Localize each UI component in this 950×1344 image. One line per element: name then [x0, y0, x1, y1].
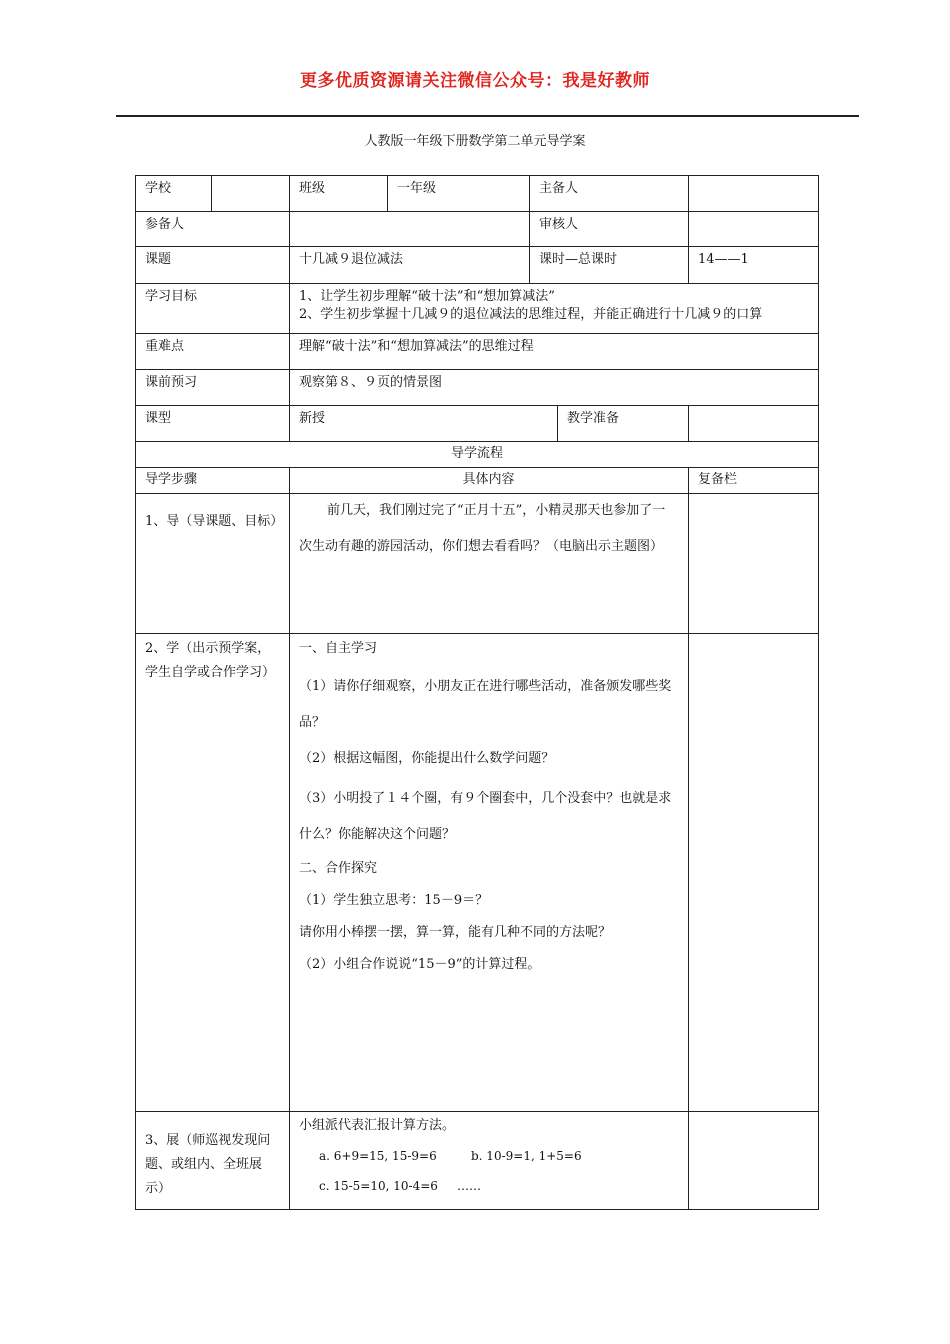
school-label: 学校 [145, 181, 172, 196]
column-header-notes: 复备栏 [698, 472, 738, 487]
report-intro: 小组派代表汇报计算方法。 [299, 1118, 456, 1133]
step-2-content [289, 633, 688, 1111]
task-2: （2）小组合作说说“15－9”的计算过程。 [299, 957, 541, 972]
lead-teacher-label: 主备人 [539, 181, 579, 196]
teaching-prep-label: 教学准备 [567, 411, 620, 426]
question-1: （1）请你仔细观察，小朋友正在进行哪些活动，准备颁发哪些奖品？ [299, 679, 672, 730]
step-1-paragraph: 前几天，我们刚过完了“正月十五”，小精灵那天也参加了一次生动有趣的游园活动，你们想去看看吗？（电脑出示主题图） [299, 503, 666, 554]
teaching-prep-value[interactable] [688, 405, 818, 441]
header-rule [116, 115, 859, 117]
co-preparer-label: 参备人 [145, 217, 185, 232]
preview-label: 课前预习 [145, 375, 198, 390]
step-2-label: 2、学（出示预学案，学生自学或合作学习） [145, 641, 276, 680]
step-3-notes[interactable] [688, 1111, 818, 1209]
lesson-type-value[interactable]: 新授 [299, 411, 326, 426]
period-value[interactable]: 14——1 [698, 252, 749, 267]
task-1-instruction: 请你用小棒摆一摆，算一算，能有几种不同的方法呢？ [299, 925, 612, 940]
period-label: 课时—总课时 [539, 252, 618, 267]
flow-title: 导学流程 [450, 446, 503, 461]
column-header-content: 具体内容 [462, 472, 515, 487]
question-3: （3）小明投了１４个圈，有９个圈套中，几个没套中？也就是求什么？你能解决这个问题？ [299, 791, 672, 842]
lead-teacher-value[interactable] [688, 175, 818, 211]
class-value[interactable]: 一年级 [397, 181, 437, 196]
step-1-notes[interactable] [688, 493, 818, 633]
class-label: 班级 [299, 181, 326, 196]
document-title: 人教版一年级下册数学第二单元导学案 [364, 134, 586, 149]
preview-value: 观察第８、９页的情景图 [299, 375, 443, 390]
step-1-label: 1、导（导课题、目标） [145, 514, 284, 529]
goal-1: 1、让学生初步理解“破十法”和“想加算减法” [299, 289, 555, 304]
self-study-heading: 一、自主学习 [299, 641, 378, 656]
promo-banner: 更多优质资源请关注微信公众号：我是好教师 [300, 71, 650, 91]
reviewer-value[interactable] [688, 211, 818, 246]
task-1: （1）学生独立思考：15－9＝？ [299, 893, 489, 908]
step-3-label: 3、展（师巡视发现问题、或组内、全班展示） [145, 1133, 271, 1196]
school-value[interactable] [211, 175, 289, 211]
step-1-content [289, 493, 688, 633]
lesson-type-label: 课型 [145, 411, 172, 426]
goal-2: 2、学生初步掌握十几减９的退位减法的思维过程，并能正确进行十几减９的口算 [299, 307, 763, 322]
column-header-step: 导学步骤 [145, 472, 198, 487]
method-b: b. 10-9=1, 1+5=6 [471, 1149, 582, 1163]
step-2-notes[interactable] [688, 633, 818, 1111]
key-points-value: 理解“破十法”和“想加算减法”的思维过程 [299, 339, 534, 354]
learning-goals [289, 283, 818, 333]
question-2: （2）根据这幅图，你能提出什么数学问题？ [299, 751, 555, 766]
cooperation-heading: 二、合作探究 [299, 861, 378, 876]
learning-goals-label: 学习目标 [145, 289, 198, 304]
method-c: c. 15-5=10, 10-4=6 [319, 1179, 438, 1193]
reviewer-label: 审核人 [539, 217, 579, 232]
topic-label: 课题 [145, 252, 172, 267]
more-methods-ellipsis: …… [457, 1179, 481, 1193]
co-preparer-value[interactable] [289, 211, 529, 246]
step-3-content [289, 1111, 688, 1209]
method-a: a. 6+9=15, 15-9=6 [319, 1149, 437, 1163]
topic-value[interactable]: 十几减９退位减法 [299, 252, 404, 267]
key-points-label: 重难点 [145, 339, 185, 354]
